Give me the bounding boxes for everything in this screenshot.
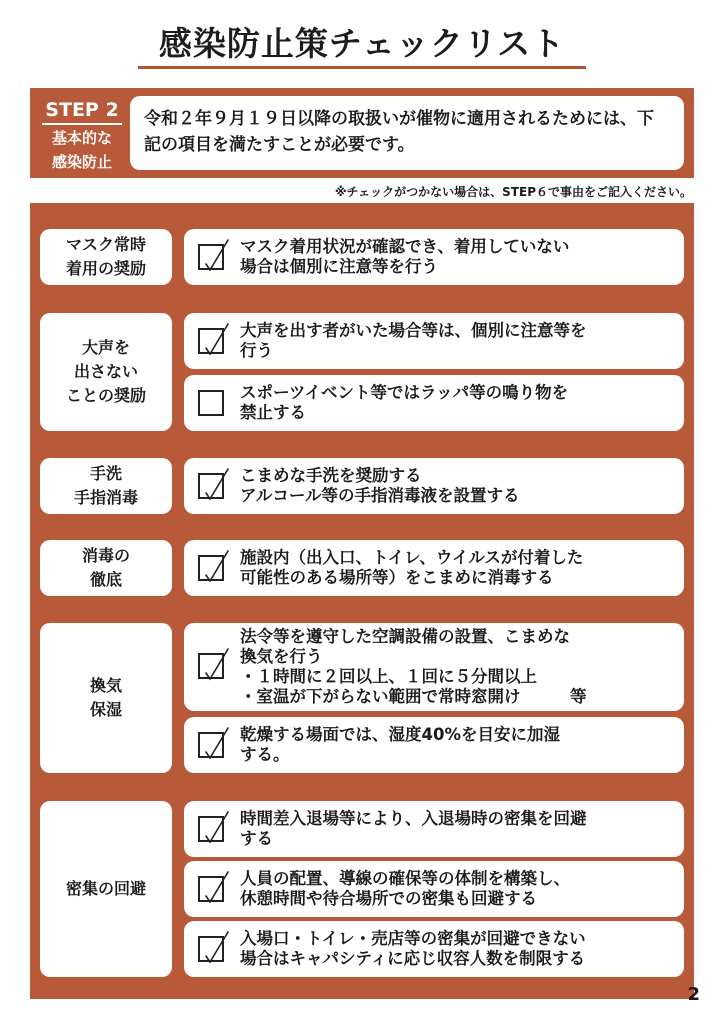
check-item xyxy=(184,861,684,917)
category-avoid-crowding: 密集の回避 xyxy=(40,801,172,977)
check-item-text: 施設内（出入口、トイレ、ウイルスが付着した 可能性のある場所等）をこまめに消毒する xyxy=(240,548,584,587)
check-mark-icon xyxy=(198,647,232,683)
category-mask: マスク常時 着用の奨励 xyxy=(40,229,172,285)
category-quiet: 大声を 出さない ことの奨励 xyxy=(40,313,172,431)
check-item xyxy=(184,623,684,711)
checkbox[interactable] xyxy=(198,816,224,842)
check-item-text: スポーツイベント等ではラッパ等の鳴り物を 禁止する xyxy=(240,383,569,422)
step-label xyxy=(34,92,130,174)
title-underline xyxy=(138,66,586,69)
category-disinfection: 消毒の 徹底 xyxy=(40,540,172,596)
check-item-text: 乾燥する場面では、湿度40%を目安に加湿 する。 xyxy=(240,725,560,764)
check-mark-icon xyxy=(198,810,232,846)
check-item-text: こまめな手洗を奨励する アルコール等の手指消毒液を設置する xyxy=(240,466,520,505)
step-description: 令和２年９月１９日以降の取扱いが催物に適用されるためには、下記の項目を満たすことが必要です。 xyxy=(130,96,684,170)
check-item xyxy=(184,921,684,977)
step-name-line1: 基本的な xyxy=(51,129,112,147)
check-item xyxy=(184,801,684,857)
check-mark-icon xyxy=(198,930,232,966)
page-title: 感染防止策チェックリスト xyxy=(158,24,566,63)
step-number: STEP 2 xyxy=(42,98,122,125)
check-item-text: 法令等を遵守した空調設備の設置、こまめな 換気を行う ・１時間に２回以上、１回に５分間以上 ・室温が下がらない範囲で常時窓開け 等 xyxy=(240,627,587,706)
checklist-panel xyxy=(30,203,694,999)
check-item xyxy=(184,540,684,596)
check-item-text: マスク着用状況が確認でき、着用していない 場合は個別に注意等を行う xyxy=(240,237,570,276)
check-mark-icon xyxy=(198,870,232,906)
checkbox[interactable] xyxy=(198,555,224,581)
category-ventilation: 換気 保湿 xyxy=(40,623,172,773)
checkbox[interactable] xyxy=(198,473,224,499)
checkbox[interactable] xyxy=(198,328,224,354)
check-item xyxy=(184,229,684,285)
check-mark-icon xyxy=(198,726,232,762)
instruction-note: ※チェックがつかない場合は、STEP６で事由をご記入ください。 xyxy=(334,185,692,199)
checkbox[interactable] xyxy=(198,936,224,962)
check-mark-icon xyxy=(198,549,232,585)
checkbox[interactable] xyxy=(198,244,224,270)
step-name-line2: 感染防止 xyxy=(51,153,112,171)
check-mark-icon xyxy=(198,467,232,503)
check-item-text: 時間差入退場等により、入退場時の密集を回避 する xyxy=(240,809,587,848)
check-item xyxy=(184,717,684,773)
check-item xyxy=(184,375,684,431)
check-item-text: 大声を出す者がいた場合等は、個別に注意等を 行う xyxy=(240,321,587,360)
check-item xyxy=(184,313,684,369)
checkbox[interactable] xyxy=(198,390,224,416)
check-mark-icon xyxy=(198,238,232,274)
check-item xyxy=(184,458,684,514)
check-item-text: 人員の配置、導線の確保等の体制を構築し、 休憩時間や待合場所での密集も回避する xyxy=(240,869,570,908)
checkbox[interactable] xyxy=(198,732,224,758)
check-item-text: 入場口・トイレ・売店等の密集が回避できない 場合はキャパシティに応じ収容人数を制限する xyxy=(240,929,586,968)
checkbox[interactable] xyxy=(198,876,224,902)
category-handwash: 手洗 手指消毒 xyxy=(40,458,172,514)
checkbox[interactable] xyxy=(198,653,224,679)
step-panel xyxy=(30,88,694,178)
page-number: 2 xyxy=(687,984,700,1005)
check-mark-icon xyxy=(198,322,232,358)
